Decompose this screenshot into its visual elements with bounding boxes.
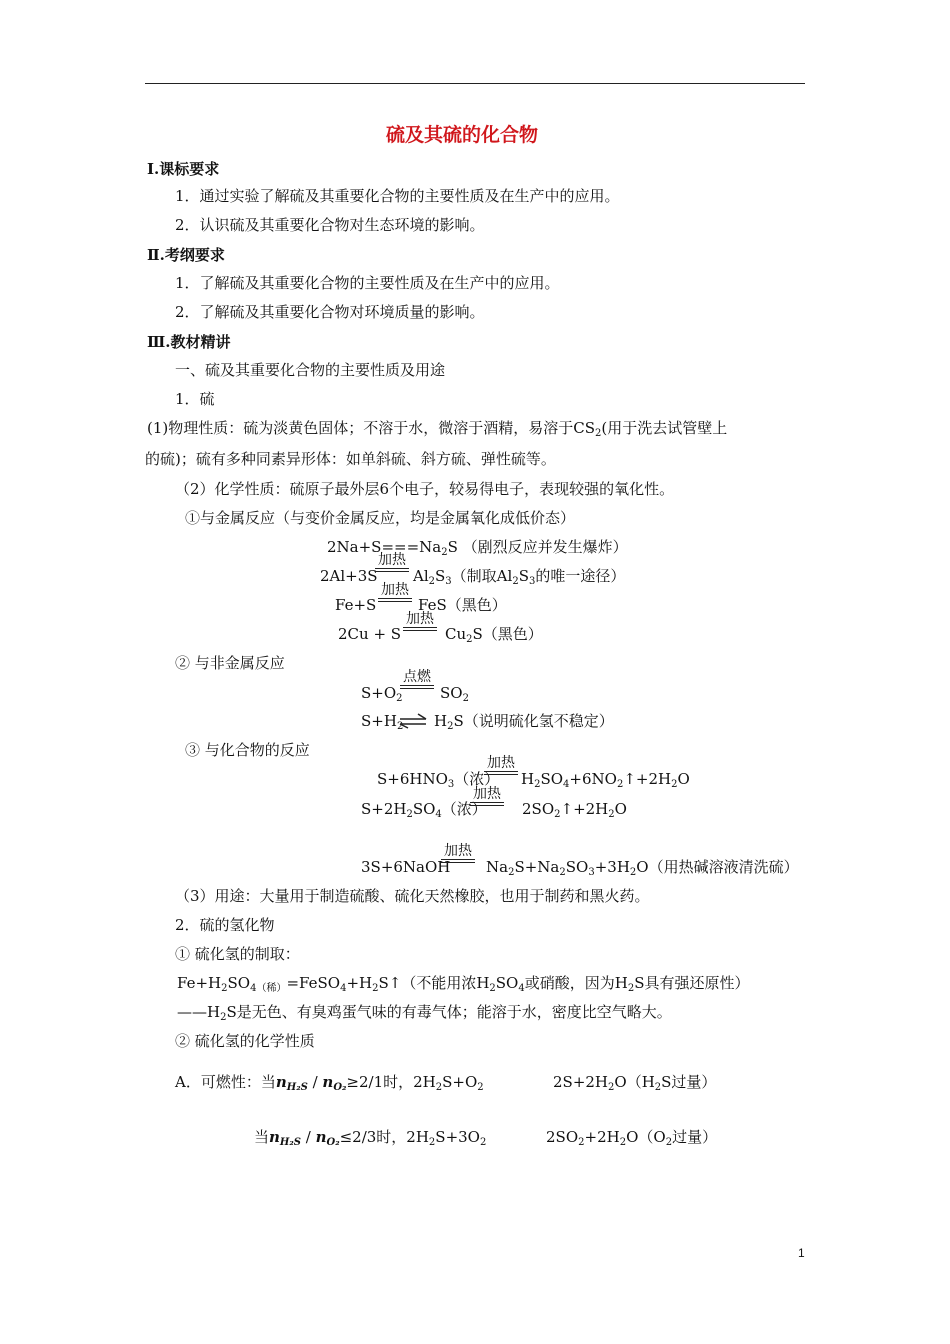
equation-left: $S+O_2$ [361,684,403,704]
paragraph: 的硫)；硫有多种同素异形体：如单斜硫、斜方硫、弹性硫等。 [145,450,556,468]
list-item: 1．了解硫及其重要化合物的主要性质及在生产中的应用。 [175,274,560,292]
page-title: 硫及其硫的化合物 [386,124,539,146]
equation-right: $Al_2S_3$（制取$Al_2S_3$的唯一途径） [413,567,626,587]
list-item: 2．认识硫及其重要化合物对生态环境的影响。 [175,216,485,234]
paragraph: ③ 与化合物的反应 [185,741,310,759]
heat-condition: 加热 [375,552,409,572]
equation-left: 2Al+3S [320,567,378,585]
paragraph: ② 硫化氢的化学性质 [175,1032,315,1050]
equation: $2Na+S===Na_2S$ （剧烈反应并发生爆炸） [327,538,628,558]
paragraph: (1)物理性质：硫为淡黄色固体；不溶于水，微溶于酒精，易溶于$CS_2$(用于洗去试管壁上 [147,419,728,439]
heat-condition: 加热 [441,843,475,863]
combustion-line-2: 当$n_{H_2S} / n_{O_2}\le 2/3$时，$2H_2S+3O_2$ [254,1128,487,1148]
equation-left: Fe+S [335,596,377,614]
equation-right: FeS（黑色） [418,596,507,614]
paragraph: 一、硫及其重要化合物的主要性质及用途 [175,361,446,379]
equation-left: $S+6HNO_3$（浓） [377,770,500,790]
paragraph: 2．硫的氢化物 [175,916,275,934]
equation-left: $S+H_2$ [361,712,404,732]
equilibrium-arrow-icon [398,713,428,729]
ignite-condition: 点燃 [400,669,434,689]
paragraph: ① 硫化氢的制取： [175,945,300,963]
list-item: 2．了解硫及其重要化合物对环境质量的影响。 [175,303,485,321]
heat-condition: 加热 [484,755,518,775]
heat-condition: 加热 [378,582,412,602]
equation-right: $2SO_2↑+2H_2O$ [522,800,627,820]
equation-right: $Cu_2S$（黑色） [445,625,543,645]
equation-right: $SO_2$ [440,684,469,704]
paragraph: ② 与非金属反应 [175,654,285,672]
equation-right: $H_2S$（说明硫化氢不稳定） [434,712,614,732]
paragraph: （3）用途：大量用于制造硫酸、硫化天然橡胶，也用于制药和黑火药。 [175,887,650,905]
heat-condition: 加热 [403,611,437,631]
section-heading-2: Ⅱ.考纲要求 [147,246,225,264]
paragraph: （2）化学性质：硫原子最外层6个电子，较易得电子，表现较强的氧化性。 [175,480,675,498]
combustion-product-1: $2S+2H_2O(H_2S$过量） [553,1073,717,1093]
paragraph: $Fe+H_2SO_{4(稀)}=FeSO_4+H_2S↑$（不能用浓$H_2SO_4$或硝酸，因为$H_2S$具有强还原性） [177,974,750,994]
equation-left: $S+2H_2SO_4$（浓） [361,800,487,820]
section-heading-1: Ⅰ.课标要求 [147,160,220,178]
paragraph: $——H_2S$是无色、有臭鸡蛋气味的有毒气体；能溶于水，密度比空气略大。 [177,1003,672,1023]
equation-right: $H_2SO_4+6NO_2↑+2H_2O$ [521,770,690,790]
equation-left: 2Cu + S [338,625,402,643]
page-number: 1 [798,1246,805,1260]
equation-left: 3S+6NaOH [361,858,451,876]
combustion-product-2: $2SO_2+2H_2O(O_2$过量） [546,1128,718,1148]
paragraph: 1．硫 [175,390,215,408]
equation-right: $Na_2S+Na_2SO_3+3H_2O$（用热碱溶液清洗硫） [486,858,799,878]
list-item: 1．通过实验了解硫及其重要化合物的主要性质及在生产中的应用。 [175,187,620,205]
combustion-line-1: A．可燃性：当$n_{H_2S} / n_{O_2}\ge 2/1$时，$2H_2S+O_2$ [175,1073,484,1093]
heat-condition: 加热 [470,786,504,806]
paragraph: ①与金属反应（与变价金属反应，均是金属氧化成低价态） [185,509,576,527]
header-rule [145,83,805,84]
section-heading-3: Ⅲ.教材精讲 [147,333,231,351]
